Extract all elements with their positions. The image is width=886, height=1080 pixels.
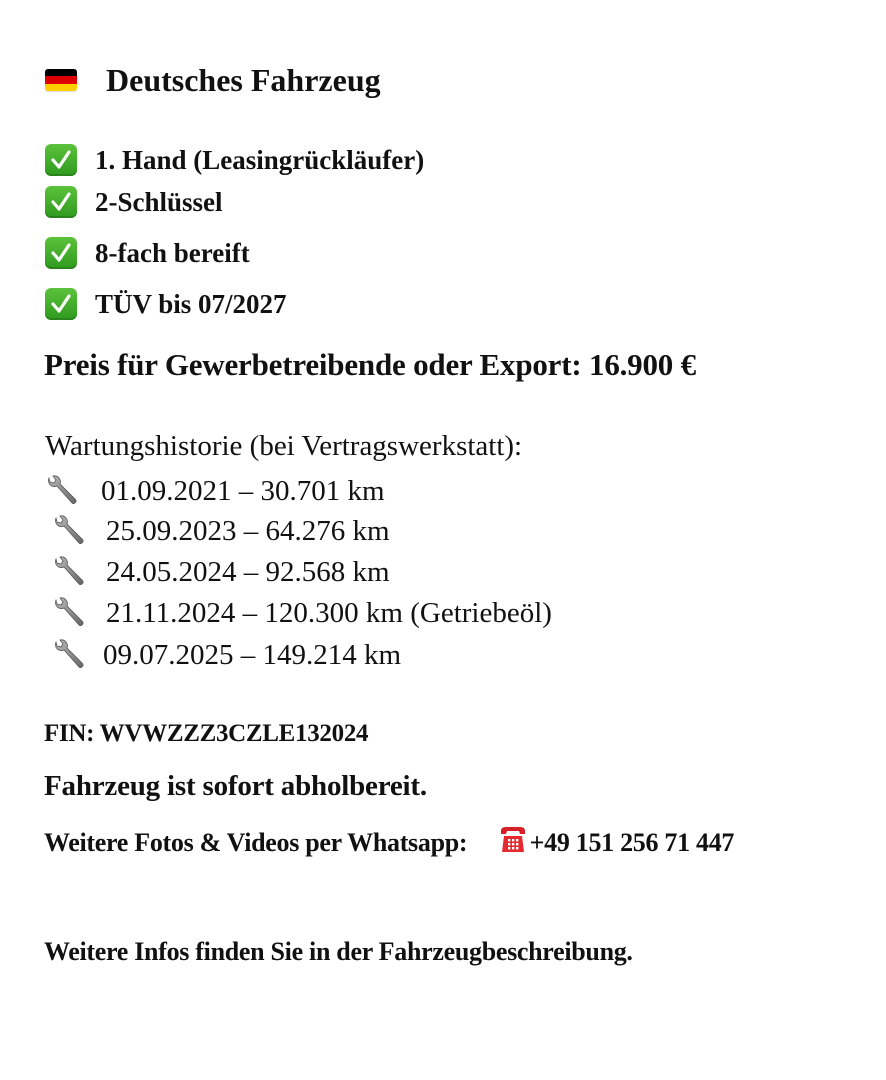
germany-flag-icon <box>45 69 77 91</box>
availability-text: Fahrzeug ist sofort abholbereit. <box>44 770 427 802</box>
telephone-icon <box>498 824 528 854</box>
wrench-icon <box>45 474 77 508</box>
price-line: Preis für Gewerbetreibende oder Export: 16.900 € <box>44 347 696 382</box>
maintenance-entry <box>45 474 385 508</box>
fin-number: FIN: WVWZZZ3CZLE132024 <box>44 720 369 747</box>
maintenance-heading: Wartungshistorie (bei Vertragswerkstatt): <box>45 430 523 462</box>
feature-label: 2-Schlüssel <box>95 186 223 217</box>
maintenance-entry-text: 09.07.2025 – 149.214 km <box>103 638 402 671</box>
feature-item <box>45 186 223 218</box>
footer-text: Weitere Infos finden Sie in der Fahrzeugbeschreibung. <box>44 937 633 966</box>
maintenance-entry-text: 21.11.2024 – 120.300 km (Getriebeöl) <box>106 596 552 629</box>
wrench-icon <box>52 638 84 672</box>
contact-line <box>44 824 734 858</box>
contact-label: Weitere Fotos & Videos per Whatsapp: <box>44 828 468 857</box>
feature-item <box>45 144 424 176</box>
maintenance-entry-text: 01.09.2021 – 30.701 km <box>101 474 385 507</box>
feature-label: 8-fach bereift <box>95 237 250 268</box>
maintenance-entry <box>52 596 552 630</box>
green-checkmark-icon <box>45 288 77 320</box>
feature-label: 1. Hand (Leasingrückläufer) <box>95 144 425 175</box>
maintenance-entry <box>52 555 390 589</box>
green-checkmark-icon <box>45 144 77 176</box>
green-checkmark-icon <box>45 237 77 269</box>
page-title: Deutsches Fahrzeug <box>106 61 381 98</box>
wrench-icon <box>52 596 84 630</box>
maintenance-entry <box>52 514 390 548</box>
green-checkmark-icon <box>45 186 77 218</box>
feature-item <box>45 237 250 269</box>
header <box>45 58 381 102</box>
feature-label: TÜV bis 07/2027 <box>95 288 287 319</box>
phone-number[interactable]: +49 151 256 71 447 <box>529 828 735 857</box>
wrench-icon <box>52 514 84 548</box>
maintenance-entry <box>52 638 401 672</box>
maintenance-entry-text: 24.05.2024 – 92.568 km <box>106 555 390 588</box>
wrench-icon <box>52 555 84 589</box>
maintenance-entry-text: 25.09.2023 – 64.276 km <box>106 514 390 547</box>
feature-item <box>45 288 287 320</box>
